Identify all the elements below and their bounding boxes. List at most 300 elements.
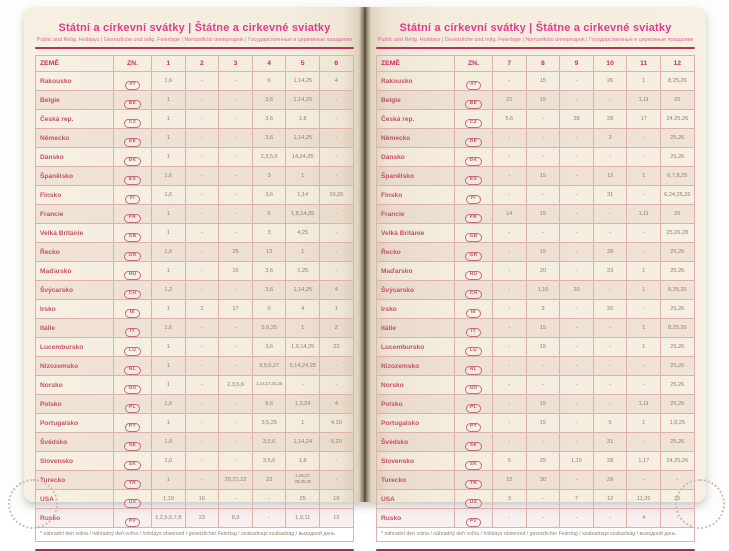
holiday-cell: 15	[526, 243, 560, 262]
table-row	[377, 167, 695, 186]
holiday-cell: -	[593, 205, 627, 224]
holiday-cell: -	[560, 338, 594, 357]
holiday-cell: 3	[493, 490, 527, 509]
holiday-cell: -	[593, 395, 627, 414]
page-title: Státní a církevní svátky | Štátne a cirkevné sviatky	[58, 22, 331, 34]
country-code-badge: CH	[124, 290, 141, 300]
holiday-cell: 29	[526, 452, 560, 471]
holiday-cell: -	[319, 148, 353, 167]
country-cell: Švýcarsko	[36, 281, 114, 300]
table-row	[377, 110, 695, 129]
holiday-cell: 24,25,26	[660, 110, 694, 129]
table-row	[377, 452, 695, 471]
col-header-month: 5	[286, 56, 320, 72]
table-row	[36, 376, 354, 395]
holiday-cell: -	[319, 471, 353, 490]
table-row	[377, 205, 695, 224]
holiday-cell: -	[493, 72, 527, 91]
country-code-cell	[114, 490, 152, 509]
country-code-cell	[114, 395, 152, 414]
holiday-cell: 1	[152, 148, 186, 167]
table-row	[36, 452, 354, 471]
holiday-cell: -	[219, 148, 253, 167]
holiday-cell: -	[560, 357, 594, 376]
country-code-cell	[114, 110, 152, 129]
holiday-cell: 15	[526, 205, 560, 224]
holiday-cell: 2	[319, 319, 353, 338]
holiday-cell: 15	[526, 338, 560, 357]
corner-dotted-arc-icon	[8, 479, 58, 529]
country-code-badge: GB	[124, 233, 141, 243]
country-code-badge: HU	[124, 271, 141, 281]
holiday-cell: 15	[526, 72, 560, 91]
country-cell: Německo	[36, 129, 114, 148]
country-cell: Česká rep.	[377, 110, 455, 129]
country-code-cell	[114, 129, 152, 148]
country-code-badge: IE	[466, 309, 480, 319]
country-cell: Francie	[36, 205, 114, 224]
country-code-badge: GR	[465, 252, 482, 262]
country-cell: Itálie	[377, 319, 455, 338]
holiday-cell: 2,3,5,6	[219, 376, 253, 395]
country-code-badge: IT	[125, 328, 139, 338]
holiday-cell: 25,26	[660, 376, 694, 395]
holiday-cell: -	[219, 186, 253, 205]
country-code-cell	[455, 167, 493, 186]
country-code-badge: IE	[125, 309, 139, 319]
holiday-cell: -	[185, 452, 219, 471]
holiday-cell: -	[593, 91, 627, 110]
book-spine	[359, 7, 371, 502]
table-row	[36, 471, 354, 490]
holiday-cell: 1	[152, 357, 186, 376]
country-code-cell	[114, 167, 152, 186]
country-code-badge: AT	[466, 81, 482, 91]
country-code-badge: CZ	[465, 119, 481, 129]
holiday-cell: 3,6	[252, 91, 286, 110]
table-row	[36, 262, 354, 281]
country-cell: Švédsko	[36, 433, 114, 452]
holiday-cell: -	[560, 148, 594, 167]
holiday-cell: -	[185, 376, 219, 395]
table-row	[36, 205, 354, 224]
holiday-cell: -	[219, 338, 253, 357]
holiday-cell: -	[319, 129, 353, 148]
divider-rule-top	[376, 47, 695, 49]
holiday-cell: 28	[593, 110, 627, 129]
country-code-badge: PL	[125, 404, 141, 414]
country-code-badge: NO	[465, 385, 482, 395]
holiday-cell: 25,26	[660, 262, 694, 281]
holiday-cell: 4	[319, 395, 353, 414]
country-code-cell	[114, 509, 152, 528]
col-header-month: 7	[493, 56, 527, 72]
holiday-cell: 25	[219, 243, 253, 262]
table-row	[36, 72, 354, 91]
holiday-cell: 1	[152, 91, 186, 110]
country-cell: Turecko	[377, 471, 455, 490]
holiday-cell: 8,25,26	[660, 319, 694, 338]
table-row	[36, 243, 354, 262]
holiday-cell: -	[185, 395, 219, 414]
country-code-badge: SE	[124, 442, 140, 452]
country-cell: USA	[36, 490, 114, 509]
holiday-cell: -	[185, 186, 219, 205]
country-cell: Slovensko	[377, 452, 455, 471]
table-row	[377, 395, 695, 414]
country-cell: Švýcarsko	[377, 281, 455, 300]
page-right	[365, 7, 706, 537]
holiday-cell: -	[560, 471, 594, 490]
country-cell: Španělsko	[36, 167, 114, 186]
holiday-cell: 1	[286, 243, 320, 262]
holiday-cell: 25,26	[660, 357, 694, 376]
country-cell: Turecko	[36, 471, 114, 490]
country-code-badge: ES	[465, 176, 481, 186]
holiday-cell: 25,26	[660, 395, 694, 414]
country-code-badge: TR	[465, 480, 481, 490]
table-row	[377, 509, 695, 528]
country-code-badge: IT	[466, 328, 480, 338]
table-row	[377, 471, 695, 490]
country-code-cell	[455, 110, 493, 129]
holiday-cell: 3,6	[252, 129, 286, 148]
holiday-cell: 25	[660, 91, 694, 110]
holiday-cell: -	[286, 376, 320, 395]
holiday-cell: -	[593, 224, 627, 243]
country-code-cell	[455, 91, 493, 110]
country-code-badge: РУ	[466, 518, 482, 528]
holiday-cell: 3	[526, 300, 560, 319]
country-code-badge: NL	[124, 366, 140, 376]
holiday-cell: 1,25	[286, 262, 320, 281]
holiday-cell: 4	[627, 509, 661, 528]
holiday-cell: -	[185, 281, 219, 300]
holiday-cell: 1,9,11	[286, 509, 320, 528]
country-code-cell	[455, 452, 493, 471]
holiday-cell: 3	[252, 167, 286, 186]
holiday-cell: 1,15	[560, 452, 594, 471]
holiday-cell: 5,6	[493, 110, 527, 129]
country-cell: Rusko	[377, 509, 455, 528]
holiday-cell: 4	[319, 281, 353, 300]
holiday-cell: -	[219, 319, 253, 338]
holiday-cell: -	[560, 91, 594, 110]
col-header-month: 11	[627, 56, 661, 72]
country-code-badge: DE	[124, 138, 140, 148]
country-cell: Dánsko	[36, 148, 114, 167]
country-code-cell	[114, 205, 152, 224]
country-code-badge: DE	[465, 138, 481, 148]
country-code-badge: РУ	[125, 518, 141, 528]
holiday-cell: 8,25,26	[660, 72, 694, 91]
table-row	[36, 395, 354, 414]
country-cell: Velká Británie	[377, 224, 455, 243]
holiday-cell: 25	[660, 205, 694, 224]
holiday-cell: -	[493, 186, 527, 205]
holiday-cell: -	[560, 414, 594, 433]
holiday-cell: 1	[152, 338, 186, 357]
country-code-cell	[455, 433, 493, 452]
holiday-cell: 4	[319, 72, 353, 91]
divider-rule-bottom	[35, 549, 354, 551]
holiday-cell: -	[493, 281, 527, 300]
country-cell: USA	[377, 490, 455, 509]
holiday-cell: -	[319, 91, 353, 110]
holiday-cell: 1,6	[152, 319, 186, 338]
holiday-cell: -	[593, 281, 627, 300]
holiday-cell: 1	[627, 414, 661, 433]
country-code-cell	[455, 509, 493, 528]
holiday-cell: -	[493, 357, 527, 376]
country-cell: Lucembursko	[36, 338, 114, 357]
country-cell: Portugalsko	[36, 414, 114, 433]
holiday-cell: -	[526, 490, 560, 509]
holiday-cell: 14,24,25	[286, 148, 320, 167]
holiday-cell: 1,19,27, 28,29,30	[286, 471, 320, 490]
holiday-cell: 1,2	[152, 281, 186, 300]
holiday-cell: -	[185, 243, 219, 262]
holiday-cell: -	[219, 414, 253, 433]
holiday-cell: -	[319, 452, 353, 471]
country-code-cell	[114, 471, 152, 490]
holiday-cell: 1,2,5,6,7,8	[152, 509, 186, 528]
holiday-cell: 1	[152, 129, 186, 148]
country-cell: Velká Británie	[36, 224, 114, 243]
holiday-cell: 23	[593, 262, 627, 281]
holiday-cell: 1	[627, 338, 661, 357]
country-cell: Česká rep.	[36, 110, 114, 129]
table-header-row	[36, 56, 354, 72]
holiday-cell: -	[493, 129, 527, 148]
country-code-cell	[455, 395, 493, 414]
holiday-table-left	[35, 55, 354, 542]
holiday-cell: 1	[319, 300, 353, 319]
holiday-cell: -	[493, 414, 527, 433]
holiday-cell: 6	[252, 300, 286, 319]
holiday-cell: 20,21,22	[219, 471, 253, 490]
country-code-badge: AT	[125, 81, 141, 91]
holiday-cell: 6	[252, 205, 286, 224]
holiday-cell: 3,5,6	[252, 452, 286, 471]
holiday-cell: 5,6	[252, 395, 286, 414]
country-code-cell	[114, 433, 152, 452]
country-code-cell	[455, 338, 493, 357]
holiday-cell: 1,11	[627, 91, 661, 110]
holiday-cell: 5	[493, 452, 527, 471]
holiday-cell: 12	[593, 490, 627, 509]
country-code-cell	[455, 357, 493, 376]
col-header-month: 4	[252, 56, 286, 72]
country-code-badge: HU	[465, 271, 482, 281]
country-code-cell	[455, 243, 493, 262]
holiday-cell: -	[526, 186, 560, 205]
country-code-cell	[455, 186, 493, 205]
holiday-cell: 1	[627, 319, 661, 338]
holiday-cell: 1	[286, 167, 320, 186]
table-row	[377, 414, 695, 433]
holiday-cell: -	[493, 167, 527, 186]
country-code-cell	[455, 471, 493, 490]
holiday-cell: -	[219, 357, 253, 376]
holiday-cell: 1	[627, 262, 661, 281]
holiday-cell: 19,20	[319, 186, 353, 205]
holiday-cell: -	[185, 414, 219, 433]
holiday-cell: 3	[593, 129, 627, 148]
holiday-cell: 1	[152, 414, 186, 433]
holiday-cell: 1,15	[526, 281, 560, 300]
table-row	[36, 281, 354, 300]
holiday-cell: 7	[560, 490, 594, 509]
holiday-cell: 1,14,25	[286, 281, 320, 300]
holiday-cell: 1,6	[152, 433, 186, 452]
holiday-cell: 15	[526, 395, 560, 414]
col-header-month: 1	[152, 56, 186, 72]
country-code-cell	[114, 338, 152, 357]
holiday-cell: -	[493, 300, 527, 319]
table-row	[36, 414, 354, 433]
holiday-cell: -	[526, 148, 560, 167]
table-row	[36, 300, 354, 319]
holiday-cell: -	[493, 262, 527, 281]
holiday-cell: -	[493, 395, 527, 414]
holiday-cell: -	[593, 319, 627, 338]
holiday-cell: -	[526, 509, 560, 528]
holiday-cell: 1	[286, 414, 320, 433]
holiday-cell: -	[319, 110, 353, 129]
country-code-cell	[455, 205, 493, 224]
holiday-cell: 3,6	[252, 186, 286, 205]
holiday-cell: -	[219, 490, 253, 509]
holiday-cell: 1,11	[627, 395, 661, 414]
holiday-cell: -	[627, 471, 661, 490]
holiday-cell: 1,9,14,25	[286, 338, 320, 357]
holiday-cell: -	[185, 110, 219, 129]
country-code-badge: DK	[465, 157, 482, 167]
holiday-cell: 3,6	[252, 338, 286, 357]
country-code-badge: US	[465, 499, 481, 509]
holiday-cell: -	[319, 357, 353, 376]
country-code-cell	[455, 148, 493, 167]
country-code-cell	[455, 224, 493, 243]
holiday-cell: 3,6	[252, 281, 286, 300]
holiday-cell: -	[560, 72, 594, 91]
table-row	[377, 262, 695, 281]
table-row	[377, 433, 695, 452]
holiday-cell: -	[493, 224, 527, 243]
holiday-cell: -	[185, 433, 219, 452]
country-code-cell	[455, 72, 493, 91]
table-header-row	[377, 56, 695, 72]
holiday-cell: 15	[526, 167, 560, 186]
holiday-cell: -	[319, 376, 353, 395]
holiday-cell: -	[319, 224, 353, 243]
holiday-cell: -	[526, 357, 560, 376]
holiday-cell: 1,6	[152, 395, 186, 414]
holiday-cell: 1	[152, 471, 186, 490]
holiday-cell: -	[526, 433, 560, 452]
holiday-cell: -	[560, 186, 594, 205]
holiday-cell: -	[185, 357, 219, 376]
country-code-badge: CZ	[124, 119, 140, 129]
country-code-cell	[114, 72, 152, 91]
col-header-code: ZN.	[455, 56, 493, 72]
country-code-cell	[455, 414, 493, 433]
country-cell: Itálie	[36, 319, 114, 338]
country-code-badge: US	[124, 499, 140, 509]
country-code-badge: PT	[125, 423, 141, 433]
country-code-cell	[114, 376, 152, 395]
holiday-cell: 1,14,25	[286, 91, 320, 110]
country-code-cell	[455, 281, 493, 300]
holiday-cell: -	[560, 205, 594, 224]
holiday-cell: -	[219, 433, 253, 452]
table-row	[377, 91, 695, 110]
holiday-cell: -	[526, 129, 560, 148]
country-code-cell	[455, 262, 493, 281]
col-header-country: ZEMĚ	[36, 56, 114, 72]
holiday-cell: -	[526, 110, 560, 129]
holiday-cell: 8,9	[219, 509, 253, 528]
country-cell: Francie	[377, 205, 455, 224]
holiday-cell: 23	[319, 338, 353, 357]
holiday-cell: 3	[252, 224, 286, 243]
country-code-badge: SK	[465, 461, 481, 471]
holiday-cell: 1	[152, 110, 186, 129]
holiday-cell: 25,26	[660, 148, 694, 167]
country-cell: Řecko	[377, 243, 455, 262]
holiday-cell: 1	[152, 224, 186, 243]
holiday-cell: -	[660, 471, 694, 490]
holiday-cell: 25	[660, 490, 694, 509]
holiday-cell: 3,6	[252, 110, 286, 129]
holiday-cell: -	[627, 376, 661, 395]
table-row	[36, 148, 354, 167]
footnote-row	[36, 528, 354, 542]
holiday-cell: 21	[493, 91, 527, 110]
holiday-cell: -	[560, 433, 594, 452]
holiday-cell: 5	[593, 414, 627, 433]
holiday-cell: 4,25	[286, 224, 320, 243]
country-code-badge: CH	[465, 290, 482, 300]
table-row	[36, 129, 354, 148]
col-header-month: 9	[560, 56, 594, 72]
holiday-cell: 2,3,5,6	[252, 148, 286, 167]
country-cell: Polsko	[36, 395, 114, 414]
col-header-country: ZEMĚ	[377, 56, 455, 72]
table-row	[36, 490, 354, 509]
table-row	[377, 319, 695, 338]
holiday-cell: -	[526, 224, 560, 243]
holiday-cell: 1	[627, 72, 661, 91]
country-code-badge: GB	[465, 233, 482, 243]
holiday-cell: 4	[286, 300, 320, 319]
country-code-badge: SE	[465, 442, 481, 452]
holiday-cell: -	[319, 167, 353, 186]
page-left	[24, 7, 365, 537]
holiday-cell: 1,6	[152, 186, 186, 205]
holiday-cell: 6,7,8,25	[660, 167, 694, 186]
holiday-cell: -	[219, 395, 253, 414]
holiday-cell: -	[219, 72, 253, 91]
holiday-cell: -	[560, 395, 594, 414]
holiday-cell: -	[219, 91, 253, 110]
country-code-badge: FI	[466, 195, 480, 205]
col-header-code: ZN.	[114, 56, 152, 72]
holiday-cell: -	[593, 338, 627, 357]
holiday-cell: -	[185, 72, 219, 91]
country-code-badge: PT	[466, 423, 482, 433]
